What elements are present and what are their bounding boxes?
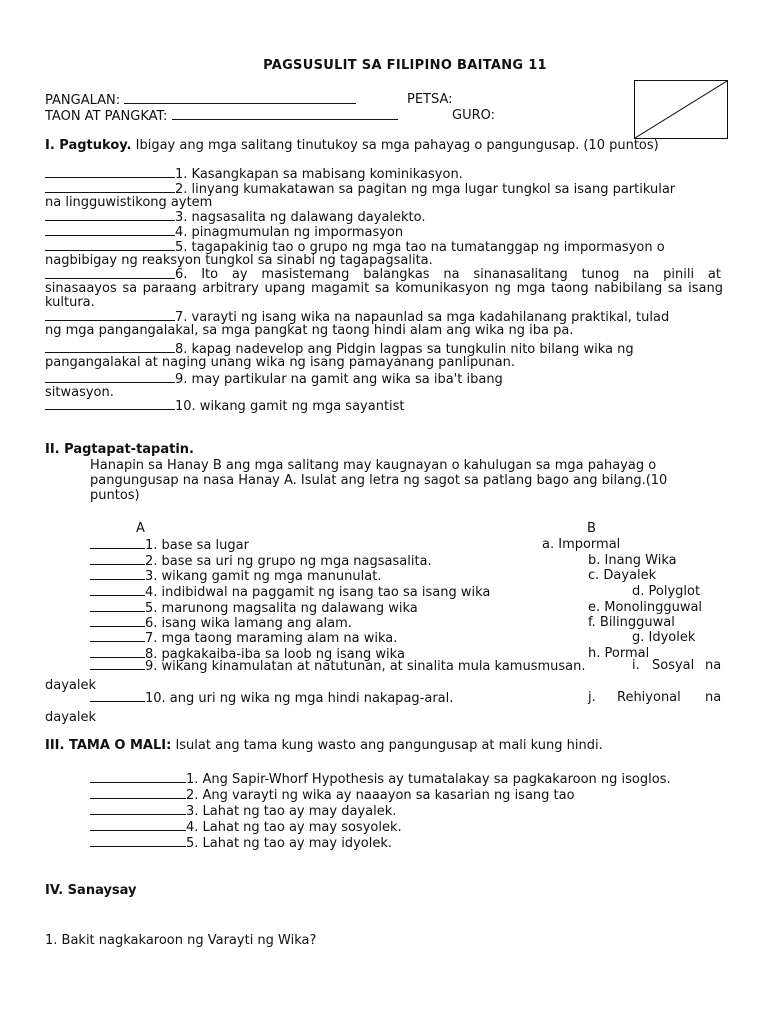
answer-blank[interactable] bbox=[90, 771, 186, 783]
item-continuation: sinasaayos sa paraang arbitrary upang magamit sa komunikasyon ng mga taong nabibilang sa isang bbox=[45, 281, 723, 296]
item-text: 2. linyang kumakatawan sa pagitan ng mga lugar tungkol sa isang partikular bbox=[175, 182, 676, 197]
item-text: 6. Ito ay masistemang balangkas na sinanasalitang tunog na pinili at bbox=[175, 267, 721, 282]
section2-instruction-2: pangungusap na nasa Hanay A. Isulat ang letra ng sagot sa patlang bago ang bilang.(10 bbox=[90, 473, 668, 488]
matching-item bbox=[90, 615, 352, 631]
section2-instruction-3: puntos) bbox=[90, 488, 140, 503]
page-title: PAGSUSULIT SA FILIPINO BAITANG 11 bbox=[263, 58, 547, 73]
statement-text: 5. Lahat ng tao ay may idyolek. bbox=[186, 836, 392, 851]
hanay-b-word: Rehiyonal bbox=[617, 690, 681, 705]
answer-blank[interactable] bbox=[45, 371, 175, 383]
hanay-b-word: na bbox=[705, 658, 722, 673]
section4-heading: IV. Sanaysay bbox=[45, 883, 137, 898]
hanay-b-continuation: dayalek bbox=[45, 710, 97, 725]
taon-blank[interactable] bbox=[172, 108, 398, 120]
pangalan-row bbox=[45, 92, 356, 108]
score-diagonal bbox=[635, 81, 727, 138]
pangalan-blank[interactable] bbox=[124, 92, 356, 104]
essay-question: 1. Bakit nagkakaroon ng Varayti ng Wika? bbox=[45, 933, 317, 948]
item-continuation: kultura. bbox=[45, 295, 95, 310]
item-text: 7. varayti ng isang wika na napaunlad sa mga kadahilanang praktikal, tulad bbox=[175, 310, 670, 325]
item-text: 8. kapag nadevelop ang Pidgin lagpas sa tungkulin nito bilang wika ng bbox=[175, 342, 634, 357]
answer-blank[interactable] bbox=[45, 309, 175, 321]
pagtukoy-item bbox=[45, 371, 723, 387]
matching-item bbox=[90, 584, 490, 600]
section3-heading-row bbox=[45, 738, 603, 753]
answer-blank[interactable] bbox=[90, 615, 145, 627]
hanay-a-text: 3. wikang gamit ng mga manunulat. bbox=[145, 569, 382, 584]
matching-item bbox=[90, 600, 418, 616]
tama-mali-item bbox=[90, 771, 671, 787]
hanay-b-word: na bbox=[705, 690, 722, 705]
answer-blank[interactable] bbox=[90, 803, 186, 815]
answer-blank[interactable] bbox=[90, 690, 145, 702]
answer-blank[interactable] bbox=[90, 584, 145, 596]
pagtukoy-item bbox=[45, 166, 723, 182]
hanay-b-option: d. Polyglot bbox=[632, 584, 701, 599]
item-continuation: nagbibigay ng reaksyon tungkol sa sinabi ng tagapagsalita. bbox=[45, 253, 433, 268]
item-text: 10. wikang gamit ng mga sayantist bbox=[175, 399, 405, 414]
answer-blank[interactable] bbox=[45, 209, 175, 221]
hanay-b-option: a. Impormal bbox=[542, 537, 621, 552]
matching-item bbox=[90, 630, 397, 646]
item-continuation: sitwasyon. bbox=[45, 385, 114, 400]
matching-item bbox=[90, 690, 453, 706]
item-text: 9. may partikular na gamit ang wika sa iba't ibang bbox=[175, 372, 503, 387]
hanay-a-text: 5. marunong magsalita ng dalawang wika bbox=[145, 601, 418, 616]
pagtukoy-item bbox=[45, 398, 723, 414]
hanay-a-text: 7. mga taong maraming alam na wika. bbox=[145, 631, 398, 646]
hanay-a-text: 6. isang wika lamang ang alam. bbox=[145, 616, 352, 631]
pagtukoy-item bbox=[45, 224, 723, 240]
section1-instruction: Ibigay ang mga salitang tinutukoy sa mga pahayag o pangungusap. (10 puntos) bbox=[135, 138, 659, 153]
petsa-label: PETSA: bbox=[407, 92, 453, 107]
hanay-a-text: 1. base sa lugar bbox=[145, 538, 249, 553]
score-box bbox=[634, 80, 728, 139]
section1-heading-row bbox=[45, 138, 659, 153]
answer-blank[interactable] bbox=[90, 835, 186, 847]
tama-mali-item bbox=[90, 787, 575, 803]
guro-label: GURO: bbox=[452, 108, 496, 123]
answer-blank[interactable] bbox=[90, 646, 145, 658]
item-continuation: pangangalakal at naging unang wika ng isang pamayanang panlipunan. bbox=[45, 355, 516, 370]
answer-blank[interactable] bbox=[45, 181, 175, 193]
answer-blank[interactable] bbox=[45, 398, 175, 410]
hanay-b-letter: i. bbox=[632, 658, 640, 673]
item-continuation: ng mga pangangalakal, sa mga pangkat ng taong hindi alam ang wika ng iba pa. bbox=[45, 323, 574, 338]
answer-blank[interactable] bbox=[90, 568, 145, 580]
section3-instruction: Isulat ang tama kung wasto ang pangungusap at mali kung hindi. bbox=[175, 738, 603, 753]
answer-blank[interactable] bbox=[90, 819, 186, 831]
answer-blank[interactable] bbox=[45, 166, 175, 178]
section1-heading: I. Pagtukoy. bbox=[45, 138, 132, 153]
hanay-b-letter: j. bbox=[588, 690, 596, 705]
matching-item bbox=[90, 658, 586, 674]
hanay-b-option: e. Monolingguwal bbox=[588, 600, 703, 615]
matching-item bbox=[90, 568, 381, 584]
pagtukoy-item bbox=[45, 209, 723, 225]
hanay-a-text: 2. base sa uri ng grupo ng mga nagsasalita. bbox=[145, 554, 432, 569]
answer-blank[interactable] bbox=[90, 787, 186, 799]
statement-text: 4. Lahat ng tao ay may sosyolek. bbox=[186, 820, 402, 835]
tama-mali-item bbox=[90, 803, 396, 819]
answer-blank[interactable] bbox=[45, 267, 175, 279]
item-continuation: na lingguwistikong aytem bbox=[45, 195, 213, 210]
answer-blank[interactable] bbox=[90, 537, 145, 549]
tama-mali-item bbox=[90, 819, 402, 835]
taon-row bbox=[45, 108, 398, 124]
answer-blank[interactable] bbox=[90, 658, 145, 670]
hanay-b-option: h. Pormal bbox=[588, 646, 650, 661]
statement-text: 2. Ang varayti ng wika ay naaayon sa kasarian ng isang tao bbox=[186, 788, 575, 803]
column-b-header: B bbox=[587, 521, 596, 536]
answer-blank[interactable] bbox=[45, 239, 175, 251]
tama-mali-item bbox=[90, 835, 392, 851]
item-text: 4. pinagmumulan ng impormasyon bbox=[175, 225, 404, 240]
item-text: 1. Kasangkapan sa mabisang kominikasyon. bbox=[175, 167, 463, 182]
answer-blank[interactable] bbox=[90, 630, 145, 642]
hanay-a-text: 9. wikang kinamulatan at natutunan, at sinalita mula kamusmusan. bbox=[145, 659, 586, 674]
section3-heading: III. TAMA O MALI: bbox=[45, 738, 172, 753]
statement-text: 3. Lahat ng tao ay may dayalek. bbox=[186, 804, 397, 819]
hanay-b-word: Sosyal bbox=[652, 658, 695, 673]
answer-blank[interactable] bbox=[90, 553, 145, 565]
hanay-a-text: 10. ang uri ng wika ng mga hindi nakapag-aral. bbox=[145, 691, 454, 706]
hanay-a-text: 4. indibidwal na paggamit ng isang tao sa isang wika bbox=[145, 585, 491, 600]
pangalan-label: PANGALAN: bbox=[45, 93, 121, 108]
section2-instruction-1: Hanapin sa Hanay B ang mga salitang may kaugnayan o kahulugan sa mga pahayag o bbox=[90, 458, 657, 473]
hanay-a-text: 8. pagkakaiba-iba sa loob ng isang wika bbox=[145, 647, 405, 662]
hanay-b-option: b. Inang Wika bbox=[588, 553, 677, 568]
hanay-b-option: g. Idyolek bbox=[632, 630, 696, 645]
hanay-b-continuation: dayalek bbox=[45, 678, 97, 693]
item-text: 3. nagsasalita ng dalawang dayalekto. bbox=[175, 210, 426, 225]
hanay-b-option: c. Dayalek bbox=[588, 568, 657, 583]
answer-blank[interactable] bbox=[45, 224, 175, 236]
matching-item bbox=[90, 553, 432, 569]
answer-blank[interactable] bbox=[90, 600, 145, 612]
column-a-header: A bbox=[136, 521, 145, 536]
taon-label: TAON AT PANGKAT: bbox=[45, 109, 168, 124]
section2-heading: II. Pagtapat-tapatin. bbox=[45, 442, 194, 457]
hanay-b-option: f. Bilingguwal bbox=[588, 615, 675, 630]
matching-item bbox=[90, 537, 249, 553]
statement-text: 1. Ang Sapir-Whorf Hypothesis ay tumatalakay sa pagkakaroon ng isoglos. bbox=[186, 772, 671, 787]
item-text: 5. tagapakinig tao o grupo ng mga tao na tumatanggap ng impormasyon o bbox=[175, 240, 665, 255]
answer-blank[interactable] bbox=[45, 341, 175, 353]
